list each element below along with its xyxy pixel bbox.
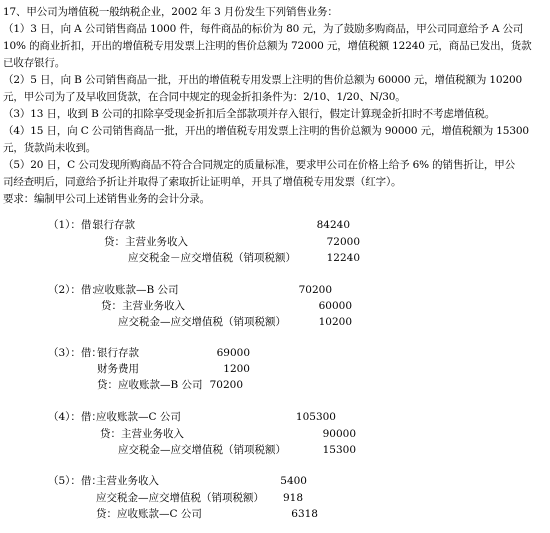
entry-amount: 84240 [316, 219, 350, 231]
question-line: 10% 的商业折扣，开出的增值税专用发票上注明的售价总额为 72000 元，增值税额 12240 元，商品已发出，货款 [3, 40, 532, 52]
question-line: （4）15 日，向 C 公司销售商品一批，开出的增值税专用发票上注明的售价总额为 90000 元，增值税额为 15300 [3, 125, 529, 137]
entry-label: （5）：借： [48, 475, 102, 487]
entry-label: （1）：借： [48, 219, 102, 231]
question-text [3, 4, 547, 208]
entry-amount: 70200 [209, 379, 243, 391]
question-line: （2）5 日，向 B 公司销售商品一批，开出的增值税专用发票上注明的售价总额为 60000 元，增值税额为 10200 [3, 74, 523, 86]
entry-amount: 918 [282, 492, 303, 504]
entry-account: 应交税金—应交增值税（销项税额） [118, 444, 286, 456]
entry-account: 应交税金—应交增值税（销项税额） [96, 492, 264, 504]
entry-amount: 72000 [326, 236, 360, 248]
question-line: 元，货款尚未收到。 [3, 142, 97, 154]
entry-account: 贷：主营业务收入 [100, 428, 184, 440]
entry-account: 应交税金—应交增值税（销项税额） [118, 316, 286, 328]
question-line: （5）20 日，C 公司发现所购商品不符合合同规定的质量标准，要求甲公司在价格上给予 6% 的销售折让，甲公 [3, 159, 515, 171]
entry-amount: 6318 [291, 508, 318, 520]
entry-account: 贷：主营业务收入 [101, 300, 185, 312]
entry-amount: 1200 [223, 363, 250, 375]
entry-account: 贷：主营业务收入 [104, 236, 188, 248]
entry-account: 应收账款—B 公司 [94, 284, 179, 296]
question-line: 17、甲公司为增值税一般纳税企业，2002 年 3 月份发生下列销售业务： [3, 6, 338, 18]
question-line: 已收存银行。 [3, 57, 66, 69]
entry-amount: 90000 [322, 428, 356, 440]
entry-label: （2）：借： [48, 284, 102, 296]
entry-amount: 70200 [298, 284, 332, 296]
question-line: 元，甲公司为了及早收回货款，在合同中规定的现金折扣条件为：2/10、1/20、N/30。 [3, 91, 406, 103]
entry-account: 贷：应收账款—C 公司 [96, 508, 202, 520]
entry-amount: 60000 [318, 300, 352, 312]
entry-amount: 105300 [295, 411, 336, 423]
question-line: （1）3 日，向 A 公司销售商品 1000 件，每件商品的标价为 80 元，为了鼓励多购商品，甲公司同意给予 A 公司 [3, 23, 524, 35]
entry-label: （3）：借： [48, 347, 102, 359]
entry-account: 主营业务收入 [96, 475, 159, 487]
entry-account: 应收账款—C 公司 [96, 411, 181, 423]
question-line: 司经查明后，同意给予折让并取得了索取折让证明单，开具了增值税专用发票（红字）。 [3, 176, 402, 188]
entry-account: 应交税金－应交增值税（销项税额） [128, 252, 296, 264]
entry-amount: 10200 [318, 316, 352, 328]
entry-label: （4）：借： [48, 411, 102, 423]
entry-amount: 15300 [322, 444, 356, 456]
question-line: 要求：编制甲公司上述销售业务的会计分录。 [3, 193, 210, 205]
entry-amount: 12240 [326, 252, 360, 264]
entry-account: 贷：应收账款—B 公司 [97, 379, 203, 391]
question-line: （3）13 日，收到 B 公司的扣除享受现金折扣后全部款项并存入银行，假定计算现金折扣时不考虑增值税。 [3, 108, 496, 120]
entry-account: 财务费用 [97, 363, 139, 375]
entry-amount: 69000 [216, 347, 250, 359]
entry-account: 银行存款 [93, 219, 135, 231]
entry-account: 银行存款 [97, 347, 139, 359]
entry-amount: 5400 [280, 475, 307, 487]
